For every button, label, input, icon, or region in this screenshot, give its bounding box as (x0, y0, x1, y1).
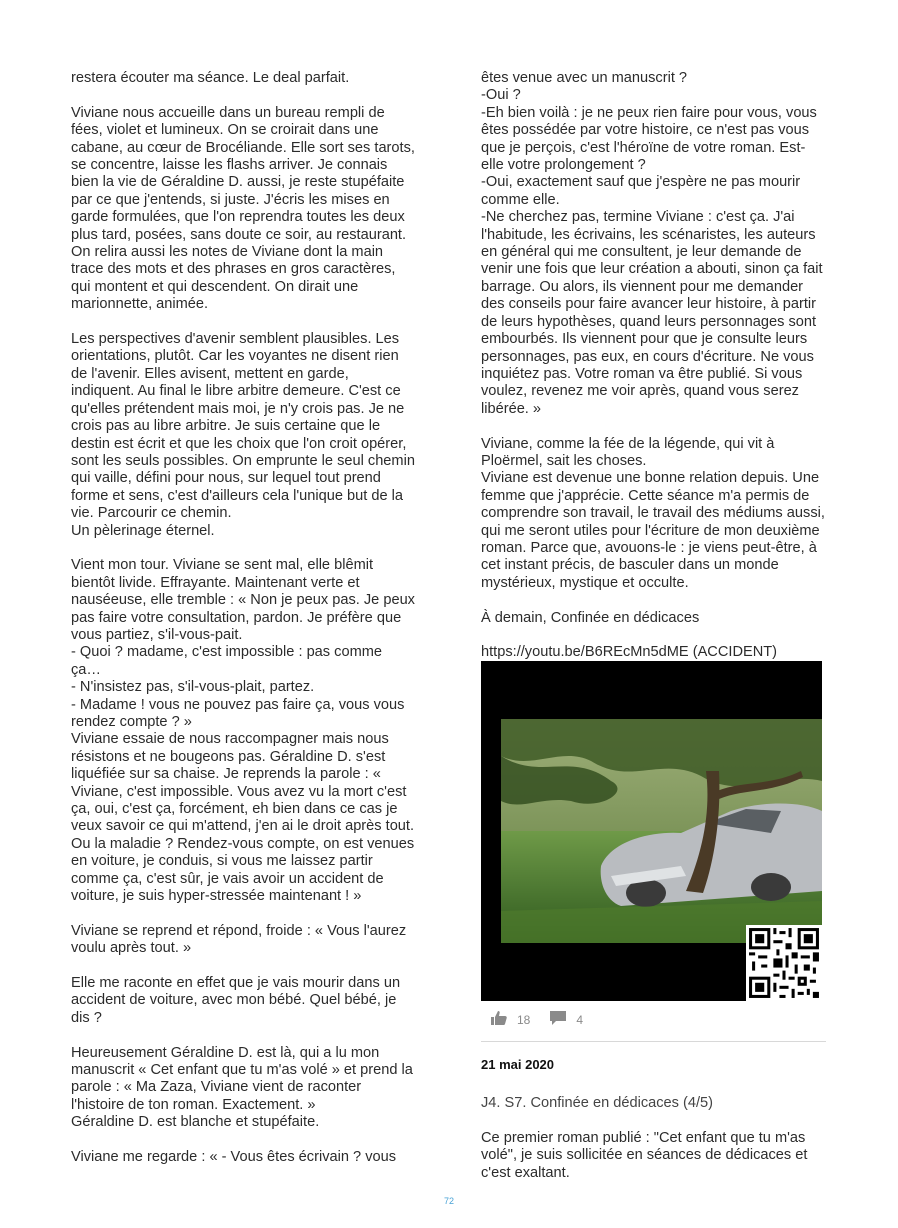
like-count: 18 (517, 1012, 531, 1027)
video-thumbnail[interactable] (481, 661, 822, 1001)
paragraph: Elle me raconte en effet que je vais mourir dans un accident de voiture, avec mon bébé. Quel bébé, je dis ? (71, 975, 401, 1026)
like-reaction[interactable] (491, 1011, 530, 1030)
comment-reaction[interactable] (550, 1011, 583, 1030)
paragraph: Viviane se reprend et répond, froide : « Vous l'aurez voulu après tout. » (71, 922, 407, 957)
post-body: Ce premier roman publié : "Cet enfant que tu m'as volé", je suis sollicitée en séances de dédicaces et c'est exaltant. (481, 1129, 808, 1181)
paragraph: À demain, Confinée en dédicaces (481, 609, 700, 626)
qr-code[interactable] (746, 925, 822, 1001)
paragraph: êtes venue avec un manuscrit ? -Oui ? -Eh bien voilà : je ne peux rien faire pour vous, vous êtes possédée par votre histoire, ce n'est pas vous que je perçois, c'est l'héroïne de votre roman. Est-elle votre prolongement ? -Oui, exactement sauf que j'espère ne pas mourir comme elle. -Ne cherchez pas, termine Viviane : c'est ça. J'ai l'habitude, les écrivains, les scénaristes, les auteurs en général qui me consultent, je leur demande de venir une fois que leur création a abouti, sinon ça fait barrage. Ou alors, ils viennent pour me demander des conseils pour faire avancer leur histoire, à partir de leurs hypothèses, quand leurs personnages sont embourbés. Ils viennent pour que je consulte leurs personnages, pas eux, en cours d'écriture. Ne vous inquiétez pas. Votre roman va être publié. Si vous voulez, revenez me voir après, quand vous serez libérée. » (481, 70, 823, 417)
qr-code-graphic (746, 925, 822, 1001)
paragraph: restera écouter ma séance. Le deal parfait. (71, 70, 350, 86)
reactions-bar (481, 1001, 826, 1042)
comment-count: 4 (576, 1012, 584, 1027)
post-title[interactable]: J4. S7. Confinée en dédicaces (4/5) (481, 1095, 714, 1112)
post-date: 21 mai 2020 (481, 1056, 555, 1072)
left-column (71, 70, 416, 1184)
right-column (481, 70, 826, 1200)
paragraph: Viviane, comme la fée de la légende, qui vit à Ploërmel, sait les choses. Viviane est devenue une bonne relation depuis. Une femme que j'apprécie. Cette séance m'a permis de comprendre son travail, le travail des médiums aussi, qui me seront utiles pour l'écriture de mon deuxième roman. Parce que, avouons-le : je viens peut-être, à cet instant précis, de basculer dans un monde mystérieux, mystique et occulte. (481, 435, 825, 591)
thumbs-up-icon (491, 1011, 507, 1030)
page-number: 72 (443, 1196, 454, 1206)
comment-icon (550, 1011, 566, 1030)
paragraph: Les perspectives d'avenir semblent plausibles. Les orientations, plutôt. Car les voyantes ne disent rien de l'avenir. Elles avisent, mettent en garde, indiquent. Au final le libre arbitre demeure. C'est ce qu'elles prétendent mais moi, je n'y crois pas. Je ne crois pas au libre arbitre. Je suis certaine que le destin est écrit et que les choix que l'on croit opérer, sont les seuls possibles. On emprunte le seul chemin qui vaille, défini pour nous, sur lequel tout prend forme et sens, c'est d'ailleurs cela l'unique but de la vie. Parcourir ce chemin. Un pèlerinage éternel. (71, 331, 415, 539)
paragraph: Heureusement Géraldine D. est là, qui a lu mon manuscrit « Cet enfant que tu m'as volé » et prend la parole : « Ma Zaza, Viviane vient de raconter l'histoire de ton roman. Exactement. » Géraldine D. est blanche et stupéfaite. (71, 1044, 413, 1131)
video-link[interactable]: https://youtu.be/B6REcMn5dME (ACCIDENT) (481, 644, 778, 661)
paragraph: Viviane nous accueille dans un bureau rempli de fées, violet et lumineux. On se croirait dans une cabane, au cœur de Brocéliande. Elle sort ses tarots, se concentre, laisse les flashs arriver. Je connais bien la vie de Géraldine D. aussi, je reste stupéfaite par ce que j'entends, si juste. J'écris les mises en garde formulées, que l'on reprendra toutes les deux plus tard, posées, sans doute ce soir, au restaurant. On relira aussi les notes de Viviane dont la main trace des mots et des phrases en gros caractères, qui montent et qui descendent. On dirait une marionnette, animée. (71, 104, 415, 313)
paragraph: Viviane me regarde : « - Vous êtes écrivain ? vous (71, 1149, 397, 1166)
paragraph: Vient mon tour. Viviane se sent mal, elle blêmit bientôt livide. Effrayante. Maintenant verte et nauséeuse, elle tremble : « Non je peux pas. Je peux pas faire votre consultation, pardon. Je préfère que vous partiez, s'il-vous-pait. - Quoi ? madame, c'est impossible : pas comme ça… - N'insistez pas, s'il-vous-plait, partez. - Madame ! vous ne pouvez pas faire ça, vous vous rendez compte ? » Viviane essaie de nous raccompagner mais nous résistons et ne bougeons pas. Géraldine D. s'est liquéfiée sur sa chaise. Je reprends la parole : « Viviane, c'est impossible. Vous avez vu la mort c'est ça, oui, c'est ça, forcément, eh bien dans ce cas je veux savoir ce qui m'attend, j'en ai le droit après tout. Ou la maladie ? Rendez-vous compte, on est venues en voiture, je conduis, si vous me laissez partir comme ça, c'est sûr, je vais avoir un accident de voiture, je suis hyper-stressée maintenant ! » (71, 557, 415, 905)
